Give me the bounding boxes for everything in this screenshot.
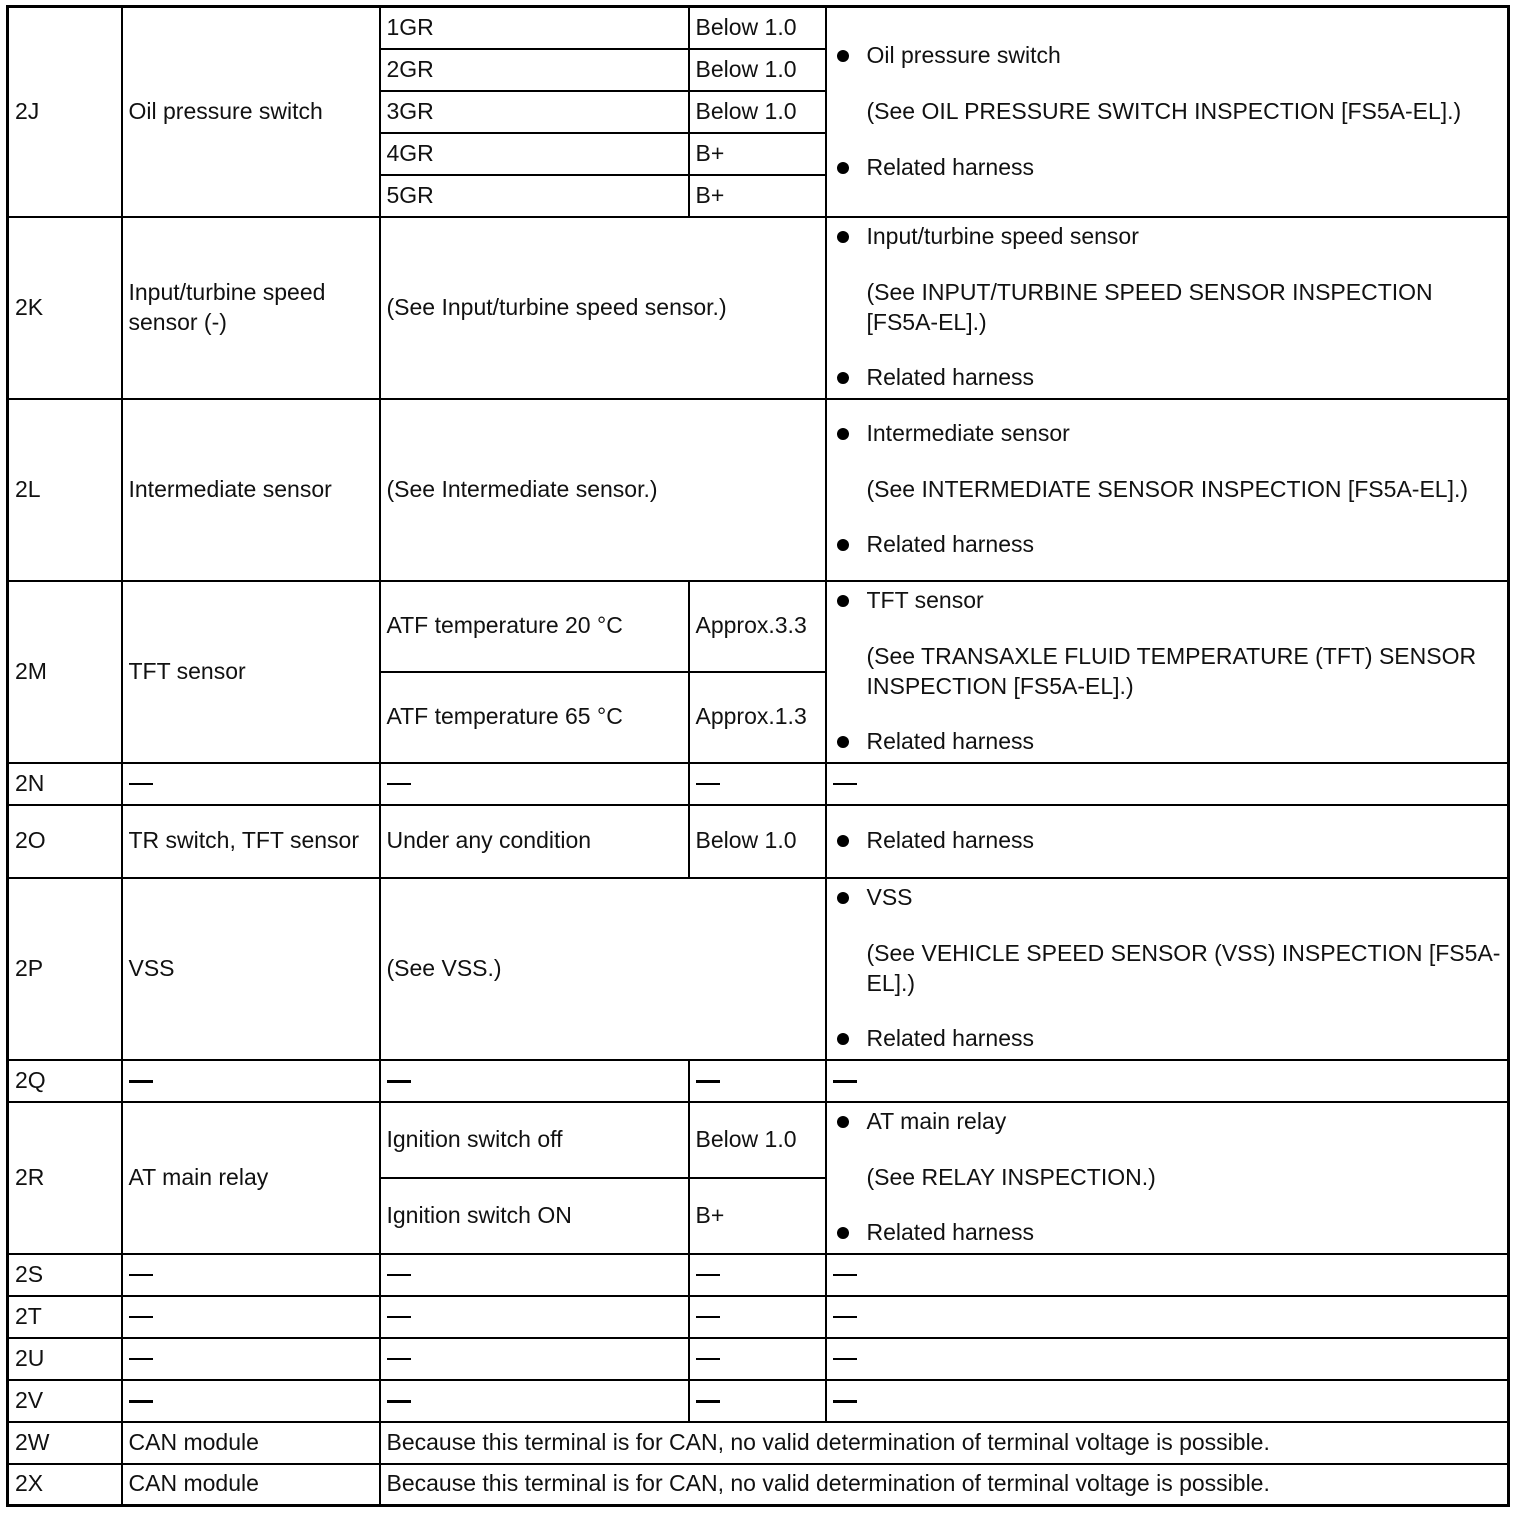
table-row [8,1380,1509,1422]
condition-cell: 1GR [380,7,689,49]
terminal-cell: 2U [8,1338,122,1380]
empty-cell [380,1254,689,1296]
inspection-reference: (See RELAY INSPECTION.) [866,1163,1156,1190]
dash-mark [129,783,153,785]
dash-mark [833,1316,857,1318]
table-row [8,399,1509,581]
dash-mark [696,1316,720,1318]
remarks-cell [826,399,1509,581]
voltage-cell: Approx.3.3 [689,581,826,672]
dash-mark [696,1358,720,1360]
empty-cell [689,1060,826,1102]
remarks-cell [826,581,1509,763]
empty-cell [826,1060,1509,1102]
table-row [8,805,1509,878]
empty-cell [689,1380,826,1422]
condition-cell: Under any condition [380,805,689,878]
table-row [8,1060,1509,1102]
empty-cell [122,1380,380,1422]
inspection-reference: (See OIL PRESSURE SWITCH INSPECTION [FS5A-EL].) [866,97,1462,124]
dash-mark [387,783,411,785]
dash-mark [833,1400,857,1403]
table-row [8,1102,1509,1178]
terminal-cell: 2V [8,1380,122,1422]
terminal-cell: 2K [8,217,122,399]
dash-mark [696,1400,720,1403]
table-row [8,1296,1509,1338]
inspection-reference: (See INTERMEDIATE SENSOR INSPECTION [FS5A-EL].) [866,475,1469,502]
dash-mark [387,1358,411,1360]
inspection-reference: (See INPUT/TURBINE SPEED SENSOR INSPECTION [FS5A-EL].) [866,278,1433,335]
condition-cell: 5GR [380,175,689,217]
table-row [8,581,1509,672]
condition-cell: 4GR [380,133,689,175]
dash-mark [833,1080,857,1083]
empty-cell [380,1296,689,1338]
terminal-cell: 2M [8,581,122,763]
signal-cell: AT main relay [122,1102,380,1254]
table-row [8,7,1509,49]
remarks-cell [826,1102,1509,1254]
empty-cell [826,763,1509,805]
signal-cell: TFT sensor [122,581,380,763]
voltage-cell: Approx.1.3 [689,672,826,763]
voltage-cell: Below 1.0 [689,7,826,49]
empty-cell [122,763,380,805]
dash-mark [387,1400,411,1403]
empty-cell [689,763,826,805]
remarks-item: TFT sensor [867,586,1502,616]
signal-cell: VSS [122,878,380,1060]
dash-mark [833,783,857,785]
condition-cell: (See Input/turbine speed sensor.) [380,217,826,399]
dash-mark [129,1358,153,1360]
dash-mark [696,1274,720,1276]
empty-cell [380,1380,689,1422]
inspection-reference: (See TRANSAXLE FLUID TEMPERATURE (TFT) SENSOR INSPECTION [FS5A-EL].) [866,642,1477,699]
table-row [8,1464,1509,1506]
remarks-item: VSS [867,883,1502,913]
note-cell: Because this terminal is for CAN, no valid determination of terminal voltage is possible. [380,1464,1509,1506]
remarks-item: Oil pressure switch [867,41,1502,71]
voltage-cell: Below 1.0 [689,805,826,878]
remarks-item: Related harness [867,1024,1502,1054]
empty-cell [826,1380,1509,1422]
terminal-cell: 2J [8,7,122,217]
dash-mark [129,1274,153,1276]
empty-cell [380,1060,689,1102]
terminal-cell: 2O [8,805,122,878]
voltage-cell: Below 1.0 [689,91,826,133]
table-row [8,217,1509,399]
note-cell: Because this terminal is for CAN, no valid determination of terminal voltage is possible. [380,1422,1509,1464]
dash-mark [129,1316,153,1318]
dash-mark [696,1080,720,1083]
remarks-item: Related harness [867,826,1502,856]
table-row [8,1338,1509,1380]
empty-cell [122,1296,380,1338]
terminal-cell: 2Q [8,1060,122,1102]
condition-cell: Ignition switch off [380,1102,689,1178]
signal-cell: TR switch, TFT sensor [122,805,380,878]
remarks-item: Related harness [867,153,1502,183]
terminal-cell: 2T [8,1296,122,1338]
empty-cell [380,763,689,805]
condition-cell: ATF temperature 20 °C [380,581,689,672]
empty-cell [689,1254,826,1296]
inspection-reference: (See VEHICLE SPEED SENSOR (VSS) INSPECTION [FS5A-EL].) [866,939,1501,996]
empty-cell [122,1060,380,1102]
remarks-item: AT main relay [867,1107,1502,1137]
signal-cell: Input/turbine speed sensor (-) [122,217,380,399]
terminal-cell: 2N [8,763,122,805]
voltage-cell: Below 1.0 [689,1102,826,1178]
remarks-cell [826,217,1509,399]
condition-cell: (See Intermediate sensor.) [380,399,826,581]
signal-cell: CAN module [122,1464,380,1506]
terminal-cell: 2S [8,1254,122,1296]
condition-cell: 3GR [380,91,689,133]
remarks-item: Related harness [867,1218,1502,1248]
remarks-cell [826,805,1509,878]
dash-mark [129,1080,153,1083]
remarks-cell [826,7,1509,217]
empty-cell [122,1254,380,1296]
remarks-item: Intermediate sensor [867,419,1502,449]
voltage-cell: B+ [689,133,826,175]
remarks-item: Related harness [867,727,1502,757]
dash-mark [387,1274,411,1276]
voltage-cell: B+ [689,1178,826,1254]
table-row [8,763,1509,805]
empty-cell [122,1338,380,1380]
terminal-cell: 2W [8,1422,122,1464]
remarks-item: Related harness [867,363,1502,393]
remarks-cell [826,878,1509,1060]
table-row [8,1254,1509,1296]
terminal-cell: 2X [8,1464,122,1506]
table-row [8,878,1509,1060]
dash-mark [387,1316,411,1318]
dash-mark [387,1080,411,1083]
signal-cell: Oil pressure switch [122,7,380,217]
terminal-voltage-table [6,5,1510,1507]
condition-cell: ATF temperature 65 °C [380,672,689,763]
empty-cell [689,1296,826,1338]
dash-mark [833,1274,857,1276]
remarks-item: Related harness [867,530,1502,560]
signal-cell: CAN module [122,1422,380,1464]
terminal-voltage-table-page [6,5,1507,1513]
empty-cell [826,1254,1509,1296]
signal-cell: Intermediate sensor [122,399,380,581]
condition-cell: (See VSS.) [380,878,826,1060]
dash-mark [696,783,720,785]
empty-cell [689,1338,826,1380]
voltage-cell: B+ [689,175,826,217]
voltage-cell: Below 1.0 [689,49,826,91]
empty-cell [826,1296,1509,1338]
terminal-cell: 2R [8,1102,122,1254]
table-row [8,1422,1509,1464]
condition-cell: Ignition switch ON [380,1178,689,1254]
dash-mark [833,1358,857,1360]
terminal-cell: 2P [8,878,122,1060]
empty-cell [826,1338,1509,1380]
terminal-cell: 2L [8,399,122,581]
condition-cell: 2GR [380,49,689,91]
dash-mark [129,1400,153,1403]
empty-cell [380,1338,689,1380]
remarks-item: Input/turbine speed sensor [867,222,1502,252]
